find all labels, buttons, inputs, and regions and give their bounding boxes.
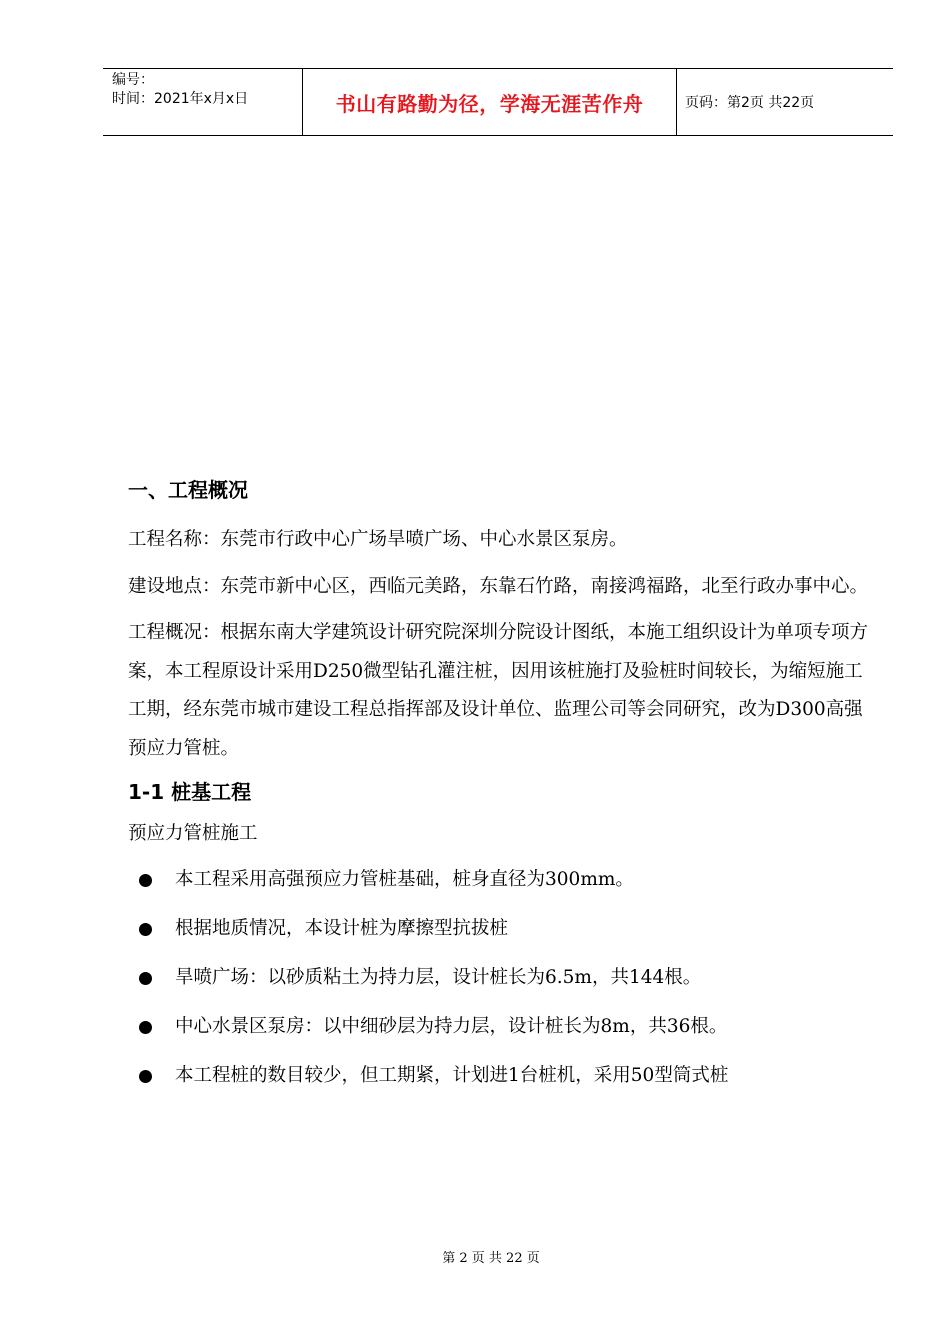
time-label: 时间：2021年x月x日 bbox=[112, 91, 249, 107]
subsection-subtitle: 预应力管桩施工 bbox=[128, 823, 258, 844]
bullet-icon bbox=[139, 1021, 152, 1034]
paragraph-project-name: 工程名称：东莞市行政中心广场旱喷广场、中心水景区泵房。 bbox=[128, 529, 628, 550]
list-item bbox=[128, 966, 873, 990]
list-item bbox=[128, 1064, 873, 1088]
list-item bbox=[128, 917, 873, 941]
bullet-icon bbox=[139, 1070, 152, 1083]
paragraph-location: 建设地点：东莞市新中心区，西临元美路，东靠石竹路，南接鸿福路，北至行政办事中心。 bbox=[128, 575, 869, 597]
document-header bbox=[103, 68, 893, 136]
header-motto: 书山有路勤为径，学海无涯苦作舟 bbox=[303, 69, 677, 135]
list-item-text: 旱喷广场：以砂质粘土为持力层，设计桩长为6.5m，共144根。 bbox=[175, 966, 702, 988]
bullet-icon bbox=[139, 972, 152, 985]
bullet-icon bbox=[139, 923, 152, 936]
number-label: 编号： bbox=[112, 72, 154, 88]
page-footer bbox=[0, 1247, 950, 1266]
paragraph-overview: 工程概况：根据东南大学建筑设计研究院深圳分院设计图纸，本施工组织设计为单项专项方案，本工程原设计采用D250微型钻孔灌注桩，因用该桩施打及验桩时间较长，为缩短施工工期，经东莞市城市建设工程总指挥部及设计单位、监理公司等会同研究，改为D300高强预应力管桩。 bbox=[128, 622, 869, 759]
list-item-text: 本工程采用高强预应力管桩基础，桩身直径为300mm。 bbox=[175, 868, 634, 890]
bullet-icon bbox=[139, 874, 152, 887]
list-item-text: 根据地质情况，本设计桩为摩擦型抗拔桩 bbox=[175, 917, 509, 939]
bullet-list bbox=[128, 868, 873, 1088]
list-item-text: 中心水景区泵房：以中细砂层为持力层，设计桩长为8m，共36根。 bbox=[175, 1015, 728, 1037]
subsection-heading: 1-1 桩基工程 bbox=[128, 780, 252, 804]
header-meta bbox=[103, 69, 303, 135]
header-page-info: 页码：第2页 共22页 bbox=[685, 95, 815, 111]
list-item bbox=[128, 868, 873, 892]
section-heading: 一、工程概况 bbox=[128, 478, 248, 502]
list-item-text: 本工程桩的数目较少，但工期紧，计划进1台桩机，采用50型筒式桩 bbox=[175, 1064, 729, 1086]
document-body bbox=[128, 474, 873, 1113]
footer-page-number: 第 2 页 共 22 页 bbox=[442, 1251, 540, 1266]
list-item bbox=[128, 1015, 873, 1039]
